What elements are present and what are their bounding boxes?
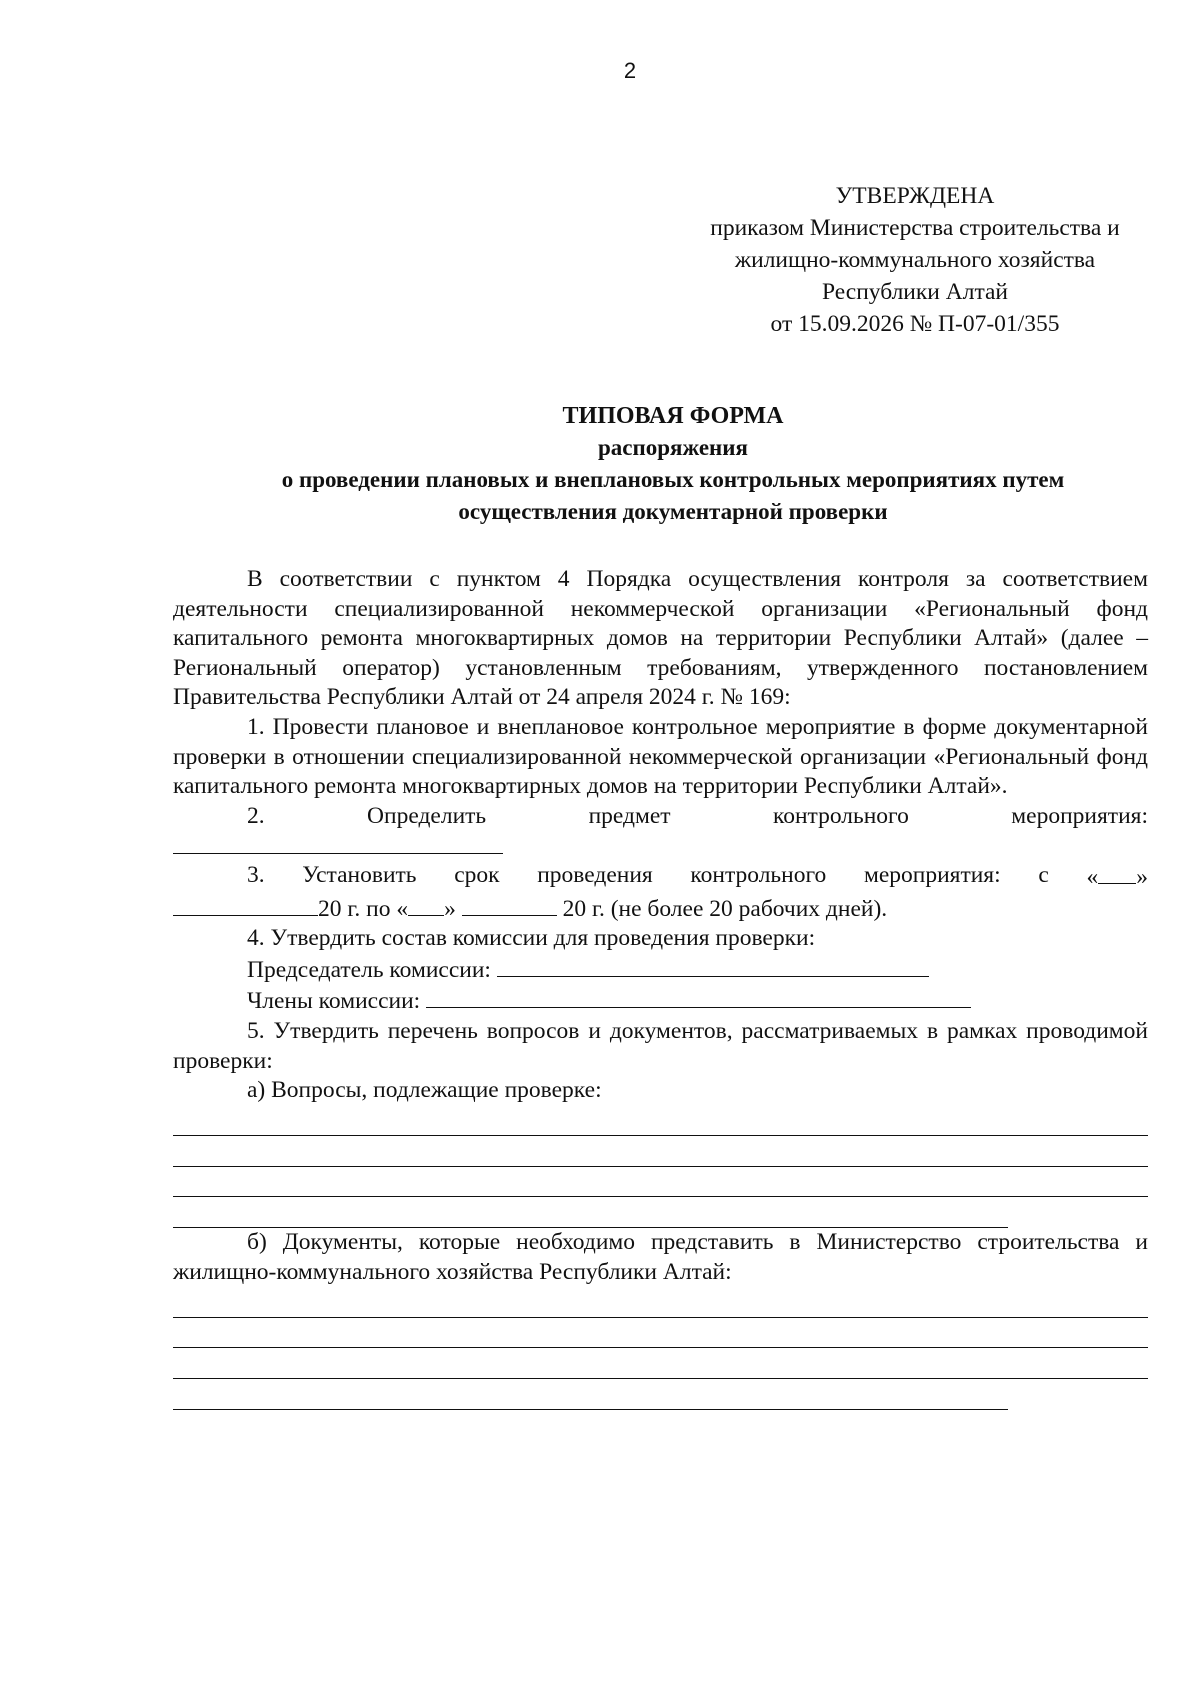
item-1: 1. Провести плановое и внеплановое контрольное мероприятие в форме документарной проверки в отношении специализированной некоммерческой организации «Региональный фонд капитального ремонта многоквартирных домов на территории Республики Алтай». xyxy=(173,713,1148,800)
month-blank-line xyxy=(462,893,557,916)
documents-blank-line xyxy=(173,1348,1148,1379)
chairman-blank-line xyxy=(497,954,929,977)
item-3-word: мероприятия: xyxy=(863,861,1001,888)
title-line: распоряжения xyxy=(597,435,749,460)
chairman-label: Председатель комиссии: xyxy=(247,956,491,983)
day-blank-line xyxy=(408,893,444,916)
item-2-blank-line xyxy=(173,831,503,854)
chairman-row xyxy=(173,954,1148,986)
questions-blank-line xyxy=(173,1197,1008,1228)
approval-line: жилищно-коммунального хозяйства xyxy=(734,247,1096,273)
intro-paragraph: В соответствии с пунктом 4 Порядка осуществления контроля за соответствием деятельности специализированной некоммерческой организации «Региональный фонд капитального ремонта многоквартирных домов на территории Республики Алтай» (далее – Региональный оператор) установленным требованиям, утвержденного постановлением Правительства Республики Алтай от 24 апреля 2024 г. № 169: xyxy=(173,566,1148,711)
item-4: 4. Утвердить состав комиссии для проведения проверки: xyxy=(247,925,816,952)
documents-blank-line xyxy=(173,1318,1148,1349)
documents-blank-line xyxy=(173,1287,1148,1318)
approval-order-ref: от 15.09.2026 № П-07-01/355 xyxy=(770,311,1060,337)
approval-line: Республики Алтай xyxy=(821,279,1009,305)
questions-blank-line xyxy=(173,1136,1148,1167)
item-2-word: мероприятия: xyxy=(1011,802,1148,829)
item-3-word: с xyxy=(1038,861,1049,888)
members-row xyxy=(173,985,1148,1017)
item-5: 5. Утвердить перечень вопросов и документов, рассматриваемых в рамках проводимой проверки: xyxy=(173,1017,1148,1074)
members-label: Члены комиссии: xyxy=(247,988,421,1015)
title-line: о проведении плановых и внеплановых контрольных мероприятиях путем xyxy=(281,467,1065,492)
title-line: ТИПОВАЯ ФОРМА xyxy=(562,403,784,429)
item-2-word: предмет xyxy=(588,802,671,829)
item-2 xyxy=(173,802,1148,832)
item-3-word: проведения xyxy=(537,861,653,888)
item-2-word: контрольного xyxy=(772,802,909,829)
item-2-word: Определить xyxy=(367,802,487,829)
item-2-blank-row xyxy=(173,831,1148,861)
item-3-line-1 xyxy=(173,861,1148,893)
title-line: осуществления документарной проверки xyxy=(458,499,888,524)
item-3-word: Установить xyxy=(302,861,417,888)
approval-heading: УТВЕРЖДЕНА xyxy=(835,183,995,209)
item-3-date-start: « » xyxy=(1086,861,1148,893)
document-title xyxy=(173,400,1173,528)
item-5a: а) Вопросы, подлежащие проверке: xyxy=(247,1077,602,1104)
day-blank-line xyxy=(1098,861,1136,884)
members-blank-line xyxy=(426,985,971,1008)
approval-line: приказом Министерства строительства и xyxy=(710,215,1120,241)
item-2-word: 2. xyxy=(247,802,265,829)
document-body xyxy=(173,565,1148,1410)
item-3-word: контрольного xyxy=(690,861,827,888)
month-blank-line xyxy=(173,893,318,916)
item-3-line-2: 20 г. по « » 20 г. (не более 20 рабочих дней). xyxy=(173,893,1148,925)
questions-blank-line xyxy=(173,1167,1148,1198)
item-5b: б) Документы, которые необходимо представить в Министерство строительства и жилищно-коммунального хозяйства Республики Алтай: xyxy=(173,1229,1148,1285)
documents-blank-line xyxy=(173,1379,1008,1410)
item-3-word: срок xyxy=(454,861,500,888)
item-3-word: 3. xyxy=(247,861,265,888)
approval-stamp xyxy=(655,180,1175,340)
page-number: 2 xyxy=(623,58,637,83)
questions-blank-line xyxy=(173,1106,1148,1137)
